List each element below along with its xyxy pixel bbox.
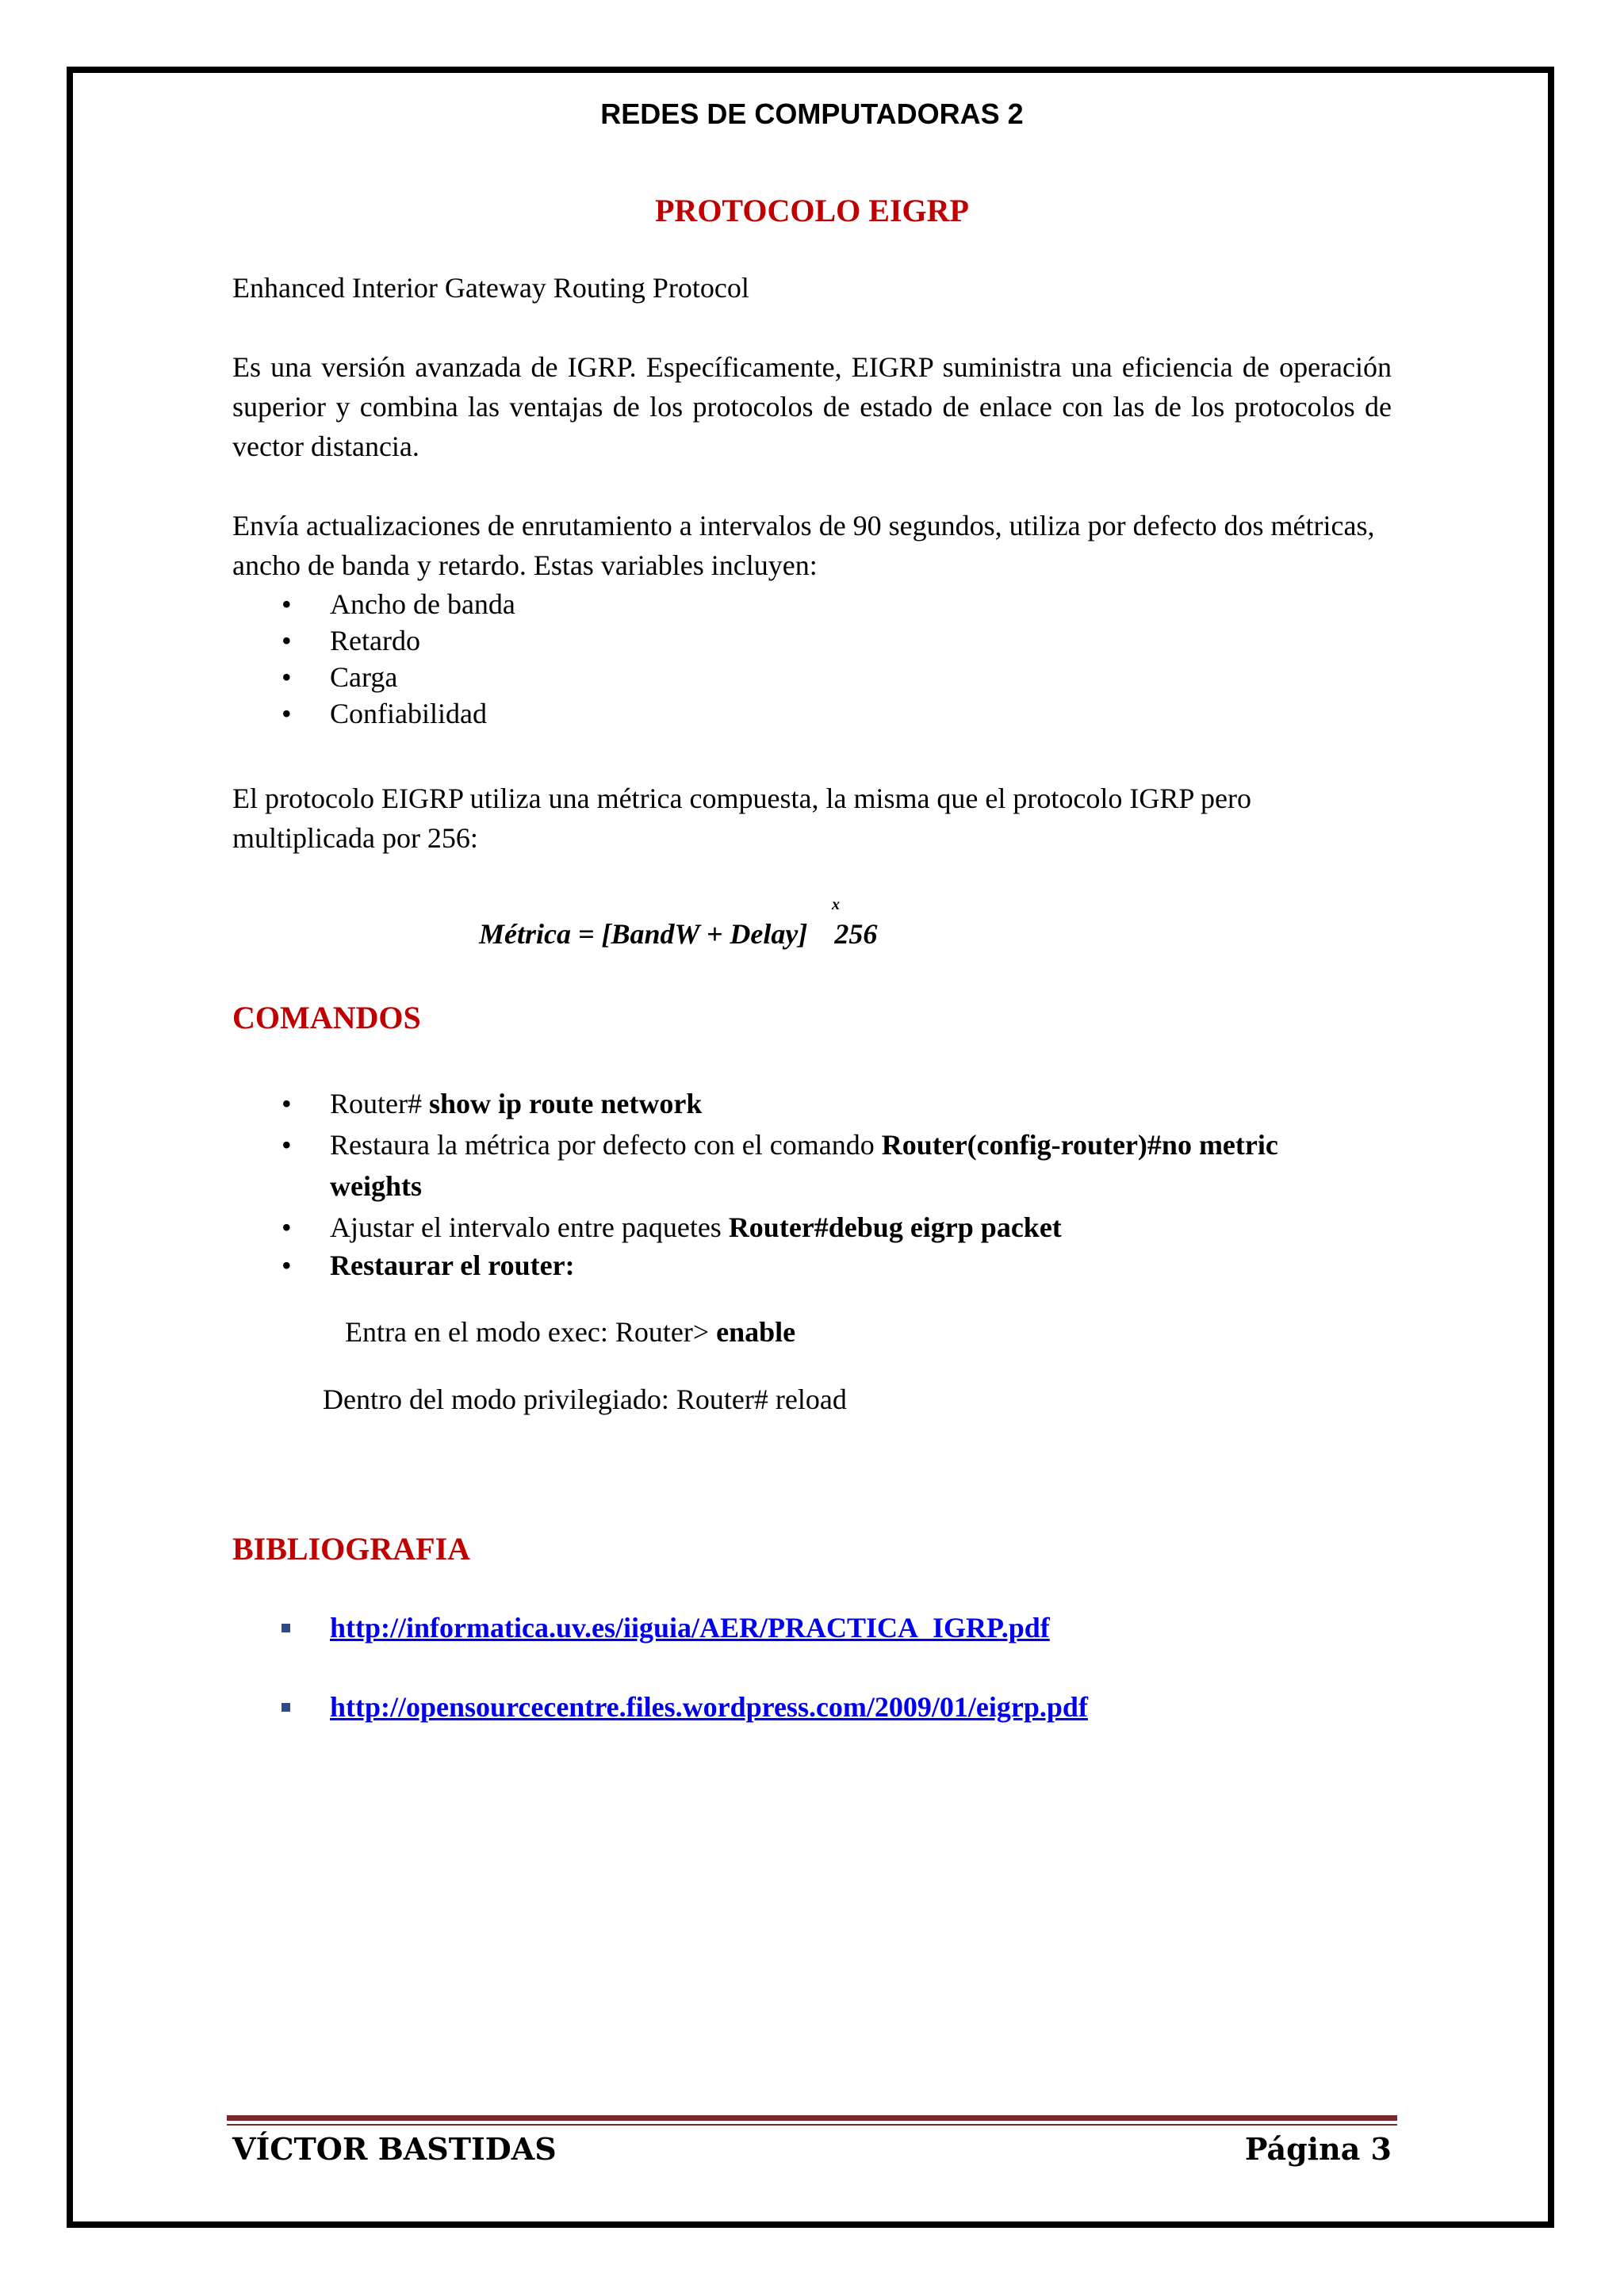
list-item — [232, 587, 515, 624]
intro-text: Enhanced Interior Gateway Routing Protocol — [232, 272, 749, 304]
paragraph-updates: Envía actualizaciones de enrutamiento a intervalos de 90 segundos, utiliza por defecto dos métricas, ancho de banda y retardo. Estas variables incluyen: — [232, 510, 1375, 581]
square-bullet-icon — [282, 1624, 290, 1632]
list-item-label: Ancho de banda — [330, 588, 515, 620]
formula-main: Métrica = [BandW + Delay] — [479, 918, 808, 950]
page-title: PROTOCOLO EIGRP — [655, 193, 969, 228]
bullet-icon: • — [282, 588, 292, 620]
exec-mode-text — [345, 1312, 1504, 1352]
bibliography-list — [232, 1611, 1088, 1770]
footer-rule-thin — [227, 2124, 1397, 2126]
list-item-label: Confiabilidad — [330, 698, 487, 729]
bullet-icon: • — [282, 625, 292, 656]
command-text: Router# — [330, 1088, 429, 1119]
command-code: Router#debug eigrp packet — [728, 1211, 1062, 1243]
bullet-icon: • — [282, 661, 292, 693]
formula — [479, 917, 877, 951]
footer-rule-thick — [227, 2115, 1397, 2121]
list-item — [232, 624, 515, 660]
bullet-icon: • — [282, 1249, 292, 1281]
bibliography-link[interactable]: http://informatica.uv.es/iiguia/AER/PRACTICA_IGRP.pdf — [330, 1612, 1050, 1644]
list-item — [232, 1083, 1392, 1124]
command-text: Restaura la métrica por defecto con el comando — [330, 1129, 882, 1161]
exec-command: enable — [716, 1316, 796, 1348]
command-code: Restaurar el router: — [330, 1249, 575, 1281]
formula-factor: 256 — [834, 918, 878, 950]
command-text: Ajustar el intervalo entre paquetes — [330, 1211, 729, 1243]
list-item — [232, 1611, 1088, 1690]
command-code: show ip route network — [428, 1088, 703, 1119]
list-item — [232, 1248, 1392, 1283]
bullet-icon: • — [282, 1129, 292, 1161]
bullet-icon: • — [282, 1088, 292, 1119]
formula-exponent: x — [832, 896, 840, 913]
privileged-mode-text: Dentro del modo privilegiado: Router# reload — [323, 1383, 847, 1415]
comandos-heading: COMANDOS — [232, 1000, 421, 1035]
list-item — [232, 1207, 1392, 1248]
list-item-label: Carga — [330, 661, 398, 693]
list-item — [232, 697, 515, 733]
exec-text: Entra en el modo exec: Router> — [345, 1316, 717, 1348]
footer-page-number: Página 3 — [1244, 2131, 1392, 2167]
command-code: Router(config-router)#no metric weights — [330, 1129, 1278, 1202]
footer-author: VÍCTOR BASTIDAS — [232, 2131, 557, 2167]
paragraph-definition: Es una versión avanzada de IGRP. Específicamente, EIGRP suministra una eficiencia de operación superior y combina las ventajas de los protocolos de estado de enlace con las de los protocolos de vector distancia. — [232, 351, 1392, 462]
list-item — [232, 660, 515, 697]
bibliografia-heading: BIBLIOGRAFIA — [232, 1531, 471, 1567]
commands-list — [232, 1083, 1392, 1283]
page-header: REDES DE COMPUTADORAS 2 — [600, 98, 1024, 130]
list-item — [232, 1690, 1088, 1770]
bullet-icon: • — [282, 698, 292, 729]
bibliography-link[interactable]: http://opensourcecentre.files.wordpress.com/2009/01/eigrp.pdf — [330, 1691, 1088, 1723]
square-bullet-icon — [282, 1703, 290, 1712]
list-item — [232, 1124, 1392, 1207]
list-item-label: Retardo — [330, 625, 420, 656]
bullet-icon: • — [282, 1211, 292, 1243]
variables-list — [232, 587, 515, 733]
paragraph-metric: El protocolo EIGRP utiliza una métrica compuesta, la misma que el protocolo IGRP pero multiplicada por 256: — [232, 783, 1252, 854]
